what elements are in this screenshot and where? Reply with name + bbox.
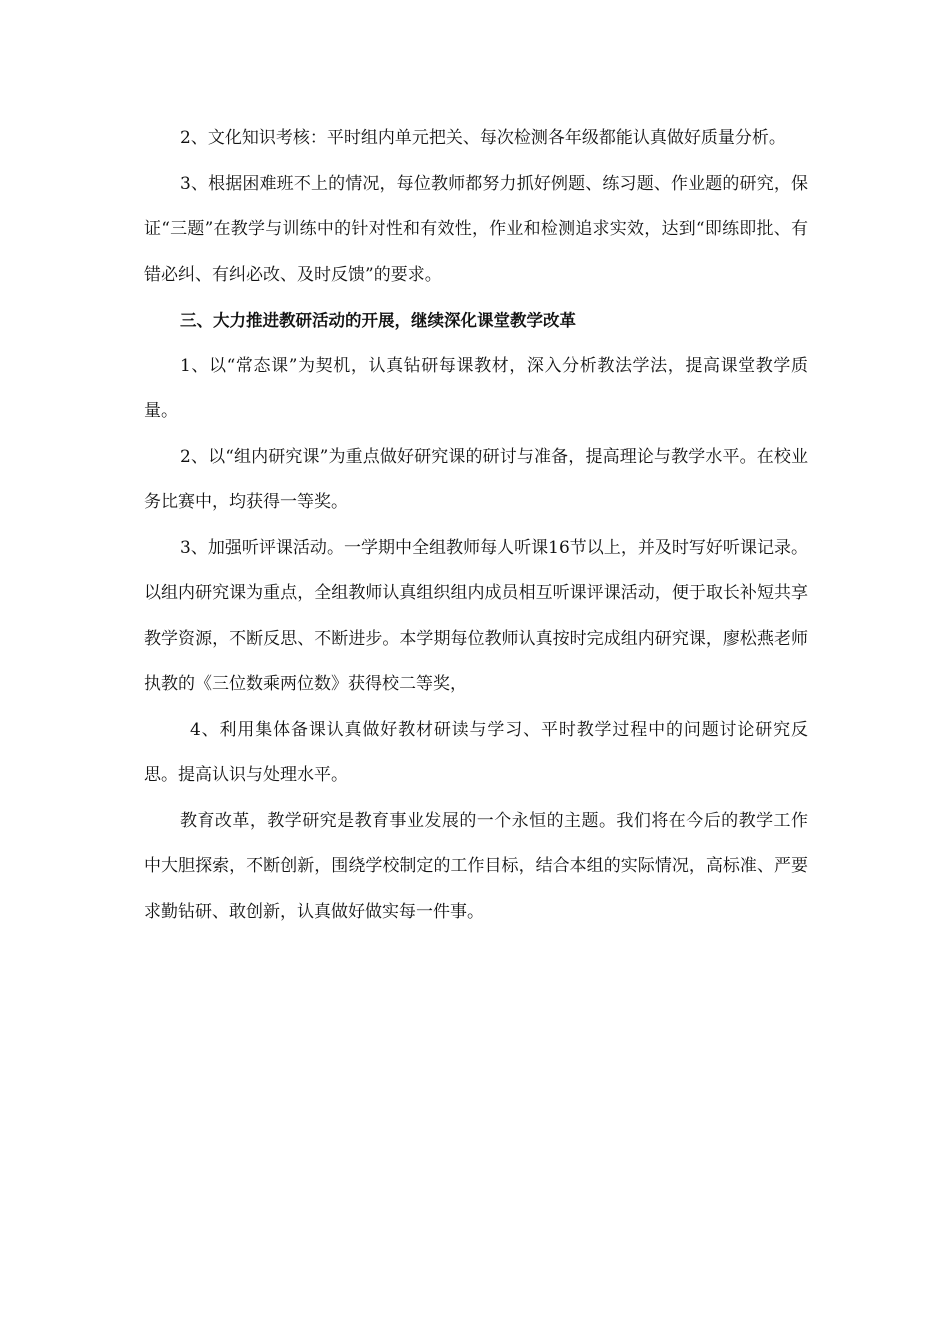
- document-body: [144, 116, 808, 935]
- paragraph-research-lessons: 2、以“组内研究课”为重点做好研究课的研讨与准备，提高理论与教学水平。在校业务比赛中，均获得一等奖。: [144, 446, 808, 512]
- paragraph-quality-analysis: 2、文化知识考核：平时组内单元把关、每次检测各年级都能认真做好质量分析。: [180, 128, 786, 148]
- section-heading-teaching-research: 三、大力推进教研活动的开展，继续深化课堂教学改革: [180, 311, 576, 330]
- paragraph-regular-lessons: 1、以“常态课”为契机，认真钻研每课教材，深入分析教法学法，提高课堂教学质量。: [144, 355, 808, 421]
- paragraph-three-exercises: 3、根据困难班不上的情况，每位教师都努力抓好例题、练习题、作业题的研究，保证“三题”在教学与训练中的针对性和有效性，作业和检测追求实效，达到“即练即批、有错必纠、有纠必改、及时反馈”的要求。: [144, 173, 808, 285]
- paragraph-collective-planning: 4、利用集体备课认真做好教材研读与学习、平时教学过程中的问题讨论研究反思。提高认识与处理水平。: [144, 719, 808, 785]
- paragraph-conclusion: 教育改革，教学研究是教育事业发展的一个永恒的主题。我们将在今后的教学工作中大胆探索，不断创新，围绕学校制定的工作目标，结合本组的实际情况，高标准、严要求勤钻研、敢创新，认真做好做实每一件事。: [144, 810, 808, 922]
- paragraph-lesson-observation: 3、加强听评课活动。一学期中全组教师每人听课16节以上，并及时写好听课记录。以组内研究课为重点，全组教师认真组织组内成员相互听课评课活动，便于取长补短共享教学资源，不断反思、不断进步。本学期每位教师认真按时完成组内研究课，廖松燕老师执教的《三位数乘两位数》获得校二等奖，: [144, 537, 808, 694]
